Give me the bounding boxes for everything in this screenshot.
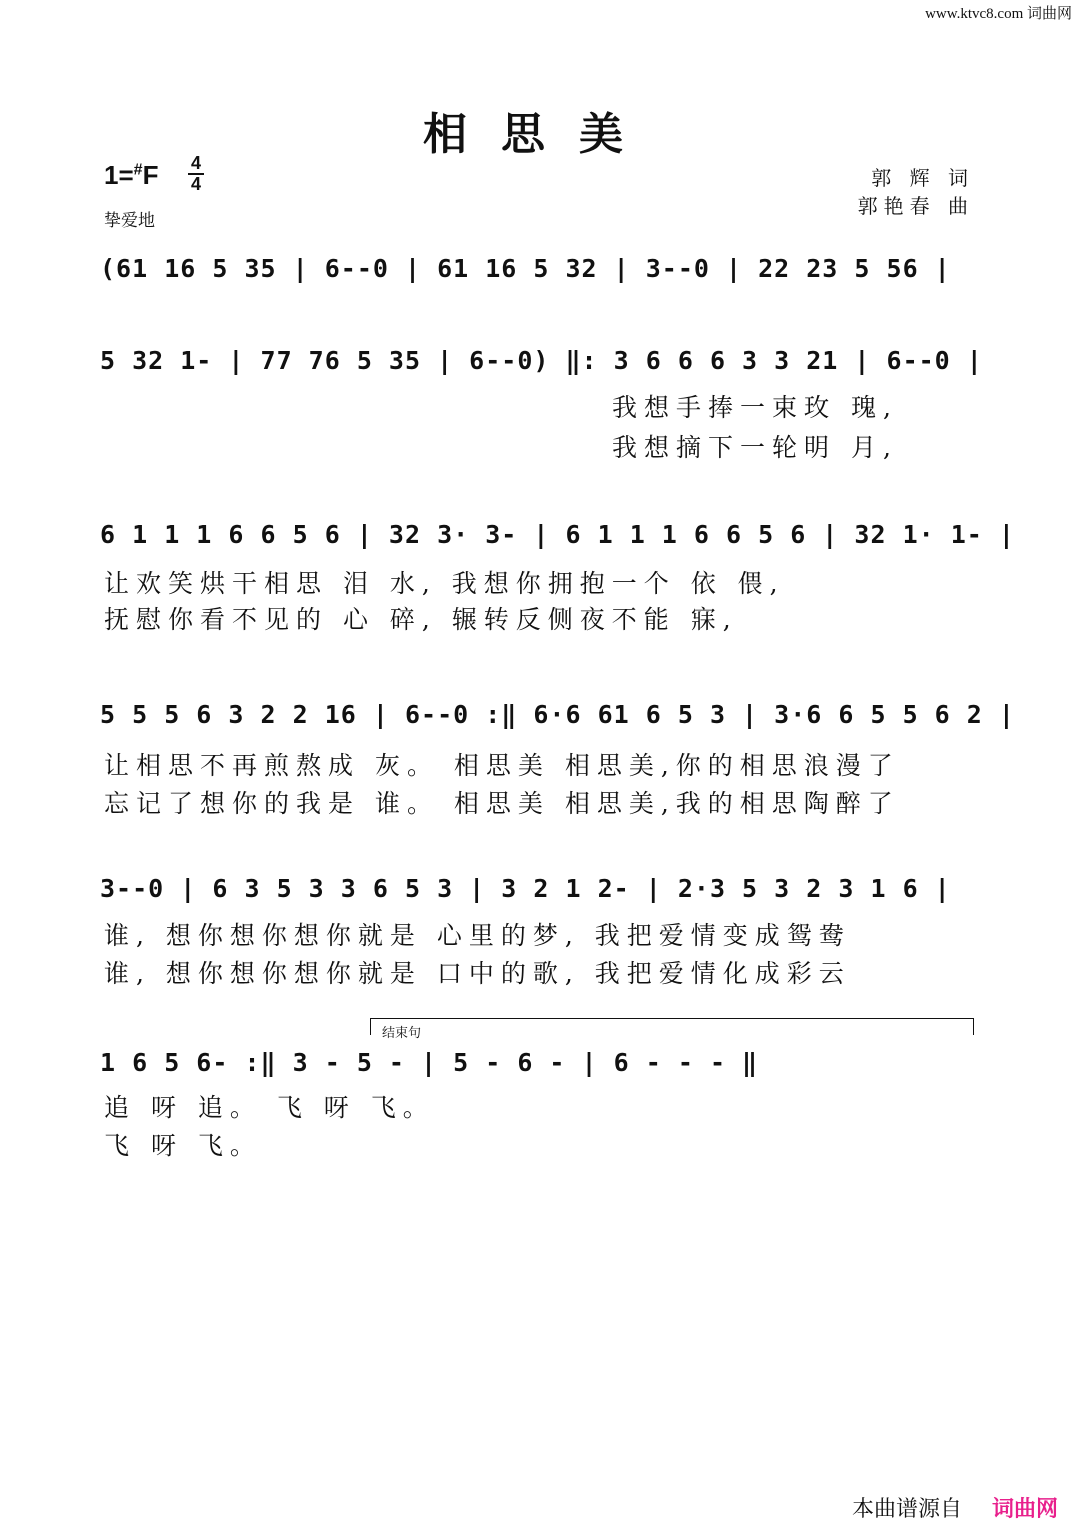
composer-credit: 郭艳春 曲: [857, 194, 974, 218]
time-signature-top: 4: [190, 153, 201, 173]
lyrics-block-1-verse-1: 我想手捧一束玫 瑰,: [612, 393, 898, 422]
lyrics-block-5-verse-1: 追 呀 追。 飞 呀 飞。: [104, 1093, 435, 1122]
footer-site-link[interactable]: 词曲网: [991, 1497, 1058, 1522]
score-line-4: 5 5 5 6 3 2 2 16 | 6--0 :‖ 6·6 61 6 5 3 | 3·6 6 5 5 6 2 |: [100, 700, 1015, 729]
key-prefix: 1=: [104, 160, 134, 190]
time-signature-bottom: 4: [190, 174, 201, 194]
time-signature: [188, 154, 204, 194]
lyrics-block-4-verse-2: 谁, 想你想你想你就是 口中的歌, 我把爱情化成彩云: [104, 959, 851, 988]
lyrics-block-5-verse-2: 飞 呀 飞。: [104, 1131, 262, 1160]
ending-bracket: [370, 1018, 974, 1035]
lyrics-block-2-verse-2: 抚慰你看不见的 心 碎, 辗转反侧夜不能 寐,: [104, 605, 738, 634]
lyrics-block-3-verse-1: 让相思不再煎熬成 灰。 相思美 相思美,你的相思浪漫了: [104, 751, 900, 780]
score-line-6: 1 6 5 6- :‖ 3 - 5 - | 5 - 6 - | 6 - - - ‖: [100, 1048, 759, 1077]
site-url: www.ktvc8.com 词曲网: [925, 6, 1072, 22]
lyrics-block-4-verse-1: 谁, 想你想你想你就是 心里的梦, 我把爱情变成鸳鸯: [104, 921, 851, 950]
lyrics-block-2-verse-1: 让欢笑烘干相思 泪 水, 我想你拥抱一个 依 偎,: [104, 569, 785, 598]
key-note: F: [142, 160, 159, 190]
lyricist-credit: 郭 辉 词: [871, 166, 974, 190]
lyrics-block-3-verse-2: 忘记了想你的我是 谁。 相思美 相思美,我的相思陶醉了: [104, 789, 900, 818]
expression-mark: 挚爱地: [104, 211, 155, 231]
sharp-sign: #: [133, 161, 143, 179]
lyrics-block-1-verse-2: 我想摘下一轮明 月,: [612, 433, 898, 462]
ending-label: 结束句: [382, 1026, 422, 1041]
key-signature: [104, 160, 158, 191]
score-line-5: 3--0 | 6 3 5 3 3 6 5 3 | 3 2 1 2- | 2·3 5 3 2 3 1 6 |: [100, 874, 951, 903]
score-line-3: 6 1 1 1 6 6 5 6 | 32 3· 3- | 6 1 1 1 6 6 5 6 | 32 1· 1- |: [100, 520, 1015, 549]
score-line-2: 5 32 1- | 77 76 5 35 | 6--0) ‖: 3 6 6 6 3 3 21 | 6--0 |: [100, 346, 983, 375]
score-line-1: (61 16 5 35 | 6--0 | 61 16 5 32 | 3--0 | 22 23 5 56 |: [100, 254, 951, 283]
song-title: 相思美: [423, 109, 657, 160]
footer-source-text: 本曲谱源自: [851, 1497, 962, 1522]
